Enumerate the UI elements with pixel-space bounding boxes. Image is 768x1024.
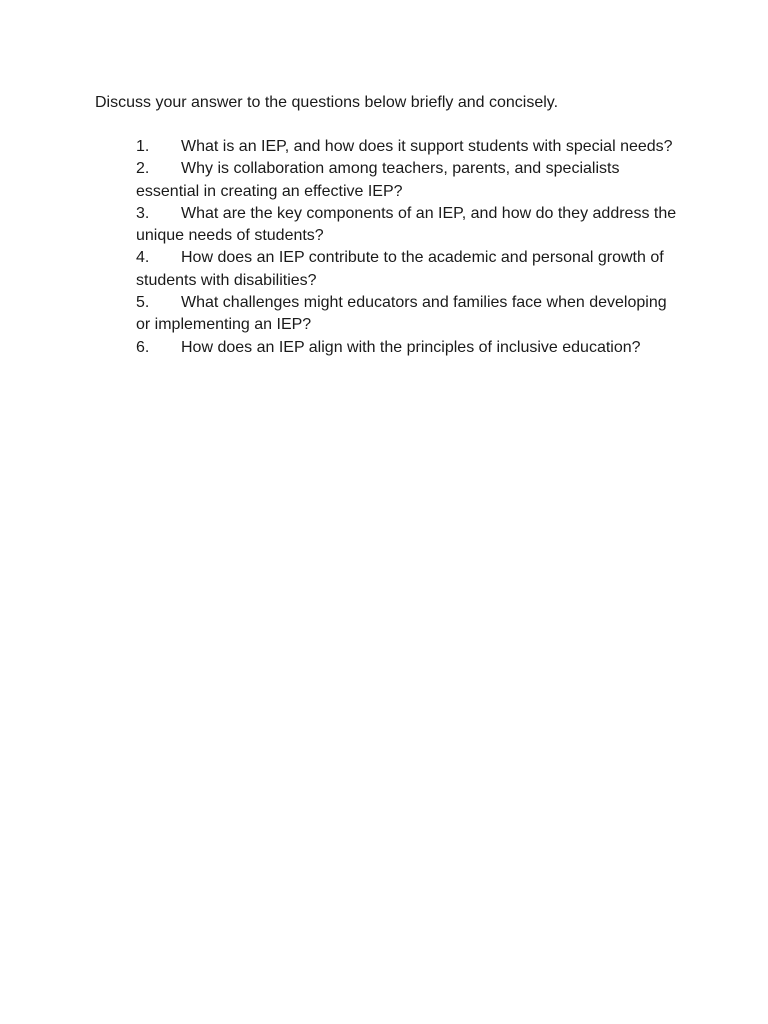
question-number: 4. — [136, 249, 150, 267]
question-number: 1. — [136, 138, 150, 155]
question-list — [136, 136, 684, 359]
question-item — [136, 203, 684, 248]
instructions-text: Discuss your answer to the questions below briefly and concisely. — [95, 94, 559, 111]
question-item — [136, 136, 684, 158]
question-text: What are the key components of an IEP, and how do they address the unique needs of students? — [136, 204, 677, 245]
question-number: 5. — [136, 294, 150, 312]
question-item — [136, 158, 684, 203]
question-text: What is an IEP, and how does it support students with special needs? — [181, 138, 673, 155]
question-number: 3. — [136, 204, 150, 222]
question-text: What challenges might educators and families face when developing or implementing an IEP? — [136, 294, 667, 334]
question-item — [136, 247, 684, 292]
question-number: 6. — [136, 338, 150, 356]
question-text: How does an IEP contribute to the academic and personal growth of students with disabilities? — [136, 249, 664, 289]
question-number: 2. — [136, 160, 150, 178]
question-item — [136, 292, 684, 337]
question-item — [136, 337, 684, 359]
question-text: How does an IEP align with the principles of inclusive education? — [181, 338, 641, 356]
question-text: Why is collaboration among teachers, parents, and specialists essential in creating an effective IEP? — [136, 160, 620, 200]
